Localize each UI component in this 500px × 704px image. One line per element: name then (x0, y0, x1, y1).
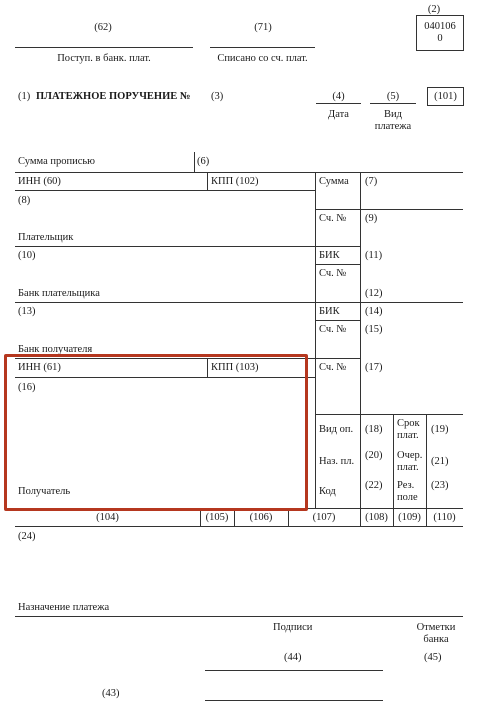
field-14-number: (14) (365, 306, 383, 317)
payer-kpp-label: КПП (102) (211, 176, 259, 187)
field-21-number: (21) (431, 456, 449, 467)
form-code-line2: 0 (437, 33, 443, 44)
payer-bank-bik-label: БИК (319, 250, 340, 261)
field-1-number: (1) (18, 91, 31, 102)
field-107-number: (107) (312, 512, 336, 523)
field-2-number: (2) (427, 4, 441, 15)
payer-bank-account-label: Сч. № (319, 268, 347, 279)
payment-type-label-1: Вид (384, 109, 402, 120)
line-payee-bik (315, 320, 360, 321)
payment-type-label-2: платежа (374, 121, 412, 132)
reserve-label-1: Рез. (397, 480, 415, 491)
payee-highlight-frame (4, 354, 308, 511)
field-7-number: (7) (365, 176, 378, 187)
term-label-1: Срок (397, 418, 420, 429)
payer-label: Плательщик (18, 232, 74, 243)
received-date-line (15, 47, 193, 48)
code-label: Код (319, 486, 336, 497)
line-payer-inn (15, 190, 315, 191)
field-8-number: (8) (18, 195, 31, 206)
signatures-label: Подписи (273, 622, 313, 633)
amount-words-divider (194, 152, 195, 172)
payer-account-label: Сч. № (319, 213, 347, 224)
field-12-number: (12) (365, 288, 383, 299)
tax-row-bottom-line (15, 526, 463, 527)
codes-divider-2 (426, 414, 427, 508)
payer-inn-kpp-divider (207, 172, 208, 190)
field-101-number: (101) (434, 91, 457, 102)
field-3-number: (3) (211, 91, 224, 102)
purpose-code-label: Наз. пл. (319, 456, 355, 467)
payee-inn-label: ИНН (61) (18, 362, 61, 373)
line-sum-bottom (315, 209, 463, 210)
payer-bank-label: Банк плательщика (18, 288, 100, 299)
field-110-number: (110) (433, 512, 456, 523)
field-43-number: (43) (102, 688, 120, 699)
date-line (316, 103, 361, 104)
field-71-number: (71) (254, 22, 272, 33)
term-label-2: плат. (397, 430, 419, 441)
bank-marks-label-1: Отметки (416, 622, 456, 633)
field-105-number: (105) (205, 512, 229, 523)
field-15-number: (15) (365, 324, 383, 335)
field-22-number: (22) (365, 480, 383, 491)
line-payer-bottom (15, 246, 360, 247)
payer-inn-label: ИНН (60) (18, 176, 61, 187)
main-right-divider (315, 172, 316, 508)
sum-label: Сумма (319, 176, 349, 187)
payee-kpp-label: КПП (103) (211, 362, 259, 373)
form-title: ПЛАТЕЖНОЕ ПОРУЧЕНИЕ № (36, 91, 191, 102)
payee-account-label: Сч. № (319, 362, 347, 373)
payee-label: Получатель (18, 486, 71, 497)
received-label: Поступ. в банк. плат. (57, 53, 151, 64)
field-106-number: (106) (249, 512, 273, 523)
order-label-2: плат. (397, 462, 419, 473)
amount-words-label: Сумма прописью (18, 156, 96, 167)
field-16-number: (16) (18, 382, 36, 393)
field-10-number: (10) (18, 250, 36, 261)
form-code-line1: 040106 (424, 21, 456, 32)
signature-line-1 (205, 670, 383, 671)
field-104-number: (104) (96, 512, 119, 523)
field-4-number: (4) (332, 91, 345, 102)
payee-bank-bik-label: БИК (319, 306, 340, 317)
field-13-number: (13) (18, 306, 36, 317)
line-amount-words (15, 172, 463, 173)
signature-line-2 (205, 700, 383, 701)
field-11-number: (11) (365, 250, 383, 261)
purpose-bottom-line (15, 616, 463, 617)
field-44-number: (44) (284, 652, 302, 663)
field-62-number: (62) (94, 22, 112, 33)
field-108-number: (108) (365, 512, 388, 523)
payee-bank-account-label: Сч. № (319, 324, 347, 335)
field-6-number: (6) (197, 156, 210, 167)
field-19-number: (19) (431, 424, 449, 435)
field-17-number: (17) (365, 362, 383, 373)
value-column-divider (360, 172, 361, 508)
field-5-number: (5) (386, 91, 400, 102)
order-label-1: Очер. (397, 450, 423, 461)
payment-type-line (370, 103, 416, 104)
purpose-label: Назначение платежа (18, 602, 110, 613)
field-45-number: (45) (424, 652, 442, 663)
payee-bank-label: Банк получателя (18, 344, 93, 355)
codes-divider-1 (393, 414, 394, 508)
field-20-number: (20) (365, 450, 383, 461)
date-label: Дата (328, 109, 349, 120)
debited-date-line (210, 47, 315, 48)
field-109-number: (109) (398, 512, 421, 523)
debited-label: Списано со сч. плат. (217, 53, 308, 64)
field-23-number: (23) (431, 480, 449, 491)
op-type-label: Вид оп. (319, 424, 354, 435)
field-9-number: (9) (365, 213, 378, 224)
field-18-number: (18) (365, 424, 383, 435)
field-24-number: (24) (18, 531, 36, 542)
bank-marks-label-2: банка (423, 634, 449, 645)
line-payer-bank-bottom (15, 302, 463, 303)
line-payer-bik (315, 264, 360, 265)
reserve-label-2: поле (397, 492, 418, 503)
line-payee-account-bottom (315, 414, 463, 415)
